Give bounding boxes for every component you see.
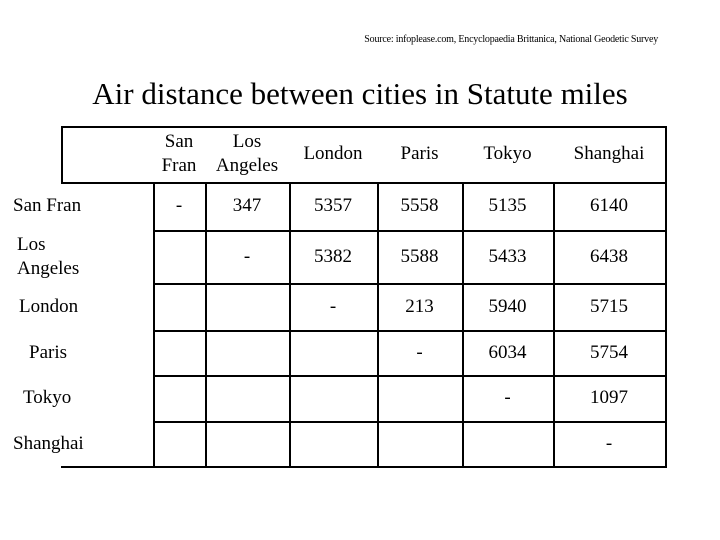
column-header-text: San <box>164 131 194 152</box>
table-cell <box>377 421 462 466</box>
table-cell: 5754 <box>590 341 628 363</box>
row-header-text: London <box>19 295 79 317</box>
row-header-text: San Fran <box>13 195 82 216</box>
table-cell <box>205 330 289 375</box>
row-header-text: Paris <box>29 341 67 363</box>
table-cell: 6034 <box>488 341 527 363</box>
column-header-text: Tokyo <box>483 143 532 164</box>
column-header <box>377 126 462 182</box>
row-header-text: Angeles <box>17 257 80 279</box>
table-cell: - <box>504 387 511 408</box>
row-header-text: Los <box>17 233 46 255</box>
row-header <box>13 421 153 466</box>
table-cell: 6438 <box>590 245 628 267</box>
table-cell <box>153 230 205 283</box>
table-cell: - <box>243 245 251 267</box>
column-header-text: London <box>303 143 363 164</box>
table-cell <box>205 283 289 330</box>
column-header <box>153 126 205 182</box>
column-header-text: Paris <box>400 143 439 164</box>
column-header-text: Angeles <box>215 155 279 176</box>
table-cell <box>153 421 205 466</box>
row-header-text: Tokyo <box>23 387 72 408</box>
table-cell: 5357 <box>314 195 352 216</box>
table-border-left <box>61 126 63 182</box>
table-cell <box>153 330 205 375</box>
row-header <box>19 283 153 330</box>
table-title: Air distance between cities in Statute miles <box>92 76 628 111</box>
table-cell: - <box>605 432 613 454</box>
table-cell <box>289 375 377 421</box>
row-header <box>29 330 153 375</box>
table-cell: 5135 <box>488 195 527 216</box>
table-cell <box>462 421 553 466</box>
table-cell: 1097 <box>590 387 628 408</box>
column-header <box>462 126 553 182</box>
table-cell <box>289 330 377 375</box>
column-header <box>205 126 289 182</box>
table-cell <box>377 375 462 421</box>
row-header <box>13 182 153 230</box>
table-cell: 5433 <box>488 245 527 267</box>
table-cell <box>205 375 289 421</box>
table-cell <box>153 283 205 330</box>
table-cell: 5940 <box>488 295 527 317</box>
row-header <box>23 375 153 421</box>
table-cell: 347 <box>232 195 262 216</box>
table-cell: - <box>416 341 423 363</box>
table-border-bottom <box>61 466 665 468</box>
table-cell: 6140 <box>590 195 628 216</box>
table-cell: 5558 <box>400 195 439 216</box>
row-header-text: Shanghai <box>13 432 84 454</box>
table-cell <box>153 375 205 421</box>
table-cell: 5715 <box>590 295 628 317</box>
table-cell: 213 <box>405 295 434 317</box>
table-cell <box>205 421 289 466</box>
table-cell: - <box>175 195 183 216</box>
row-header <box>17 230 153 283</box>
table-border-right <box>665 126 667 468</box>
column-header-text: Shanghai <box>573 143 645 164</box>
column-header <box>289 126 377 182</box>
table-cell: 5588 <box>400 245 439 267</box>
column-header-text: Fran <box>161 155 197 176</box>
table-cell: 5382 <box>314 245 352 267</box>
table-cell: - <box>329 295 337 317</box>
source-note: Source: infoplease.com, Encyclopaedia Brittanica, National Geodetic Survey <box>364 34 658 45</box>
column-header <box>553 126 665 182</box>
table-cell <box>289 421 377 466</box>
column-header-text: Los <box>232 131 262 152</box>
